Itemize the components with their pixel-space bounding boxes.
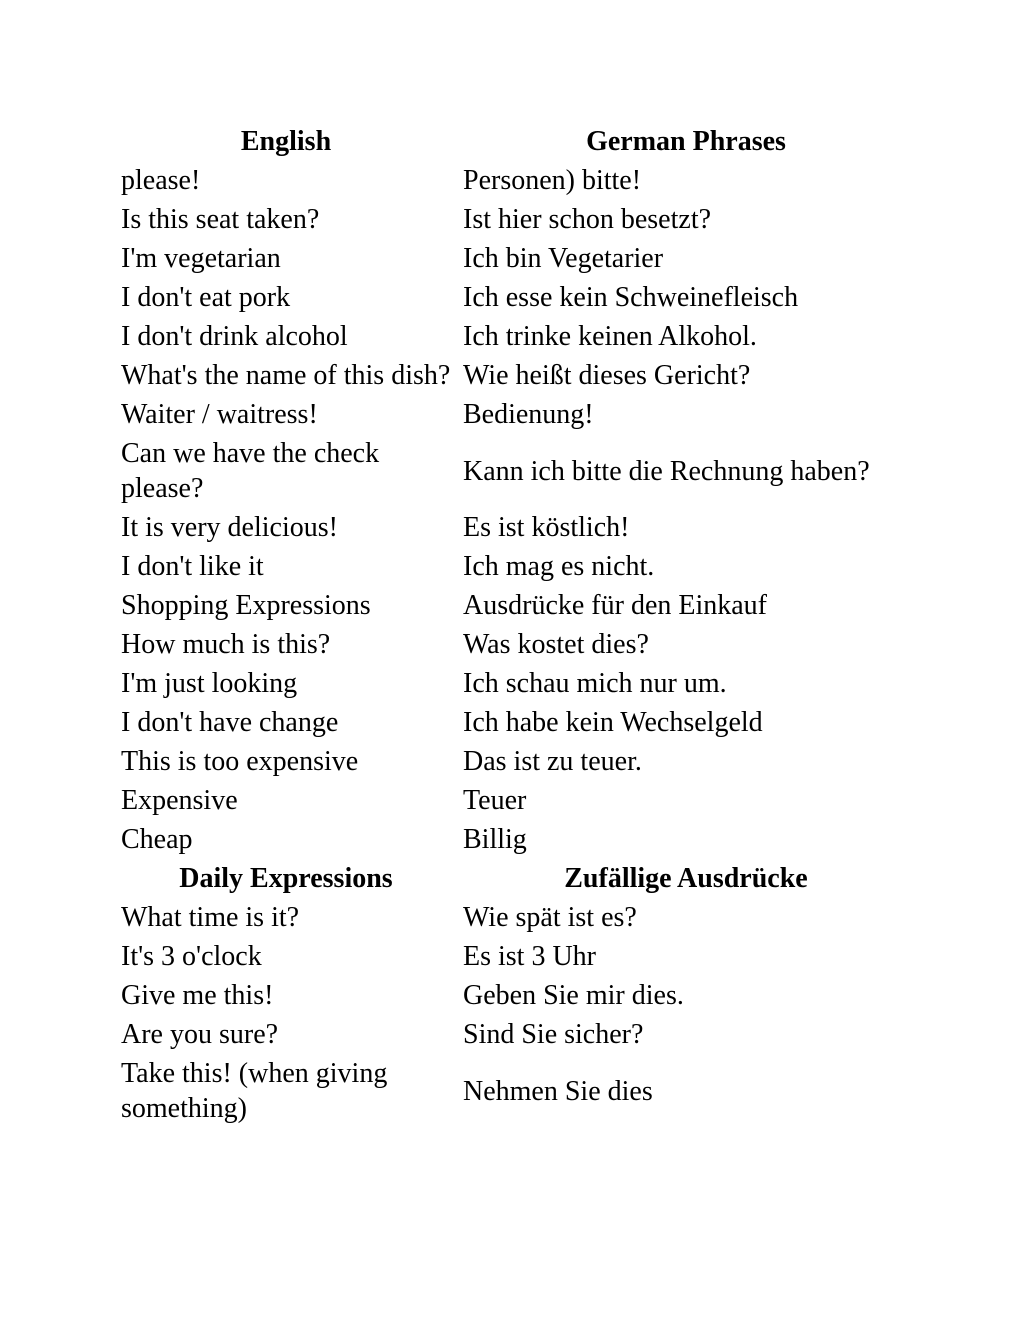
english-phrase: What time is it? bbox=[121, 902, 300, 933]
phrase-row bbox=[115, 625, 915, 664]
phrase-row bbox=[115, 937, 915, 976]
english-phrase: I don't have change bbox=[121, 707, 339, 738]
phrase-row bbox=[115, 161, 915, 200]
german-phrase: Ich mag es nicht. bbox=[463, 551, 655, 582]
english-phrase: It is very delicious! bbox=[121, 512, 338, 543]
german-phrase: Ich bin Vegetarier bbox=[463, 243, 664, 274]
english-phrase: Waiter / waitress! bbox=[121, 399, 318, 430]
english-phrase: please! bbox=[121, 165, 201, 196]
phrase-table bbox=[115, 122, 915, 1128]
phrase-row bbox=[115, 508, 915, 547]
german-phrase: Ist hier schon besetzt? bbox=[463, 204, 712, 235]
english-phrase: Take this! (when giving something) bbox=[121, 1058, 388, 1124]
german-phrase: Geben Sie mir dies. bbox=[463, 980, 684, 1011]
german-phrase: Sind Sie sicher? bbox=[463, 1019, 644, 1050]
german-header: German Phrases bbox=[586, 126, 786, 157]
german-header: Zufällige Ausdrücke bbox=[564, 863, 808, 894]
german-phrase: Ausdrücke für den Einkauf bbox=[463, 590, 768, 621]
german-phrase: Kann ich bitte die Rechnung haben? bbox=[463, 455, 870, 487]
german-phrase: Es ist 3 Uhr bbox=[463, 941, 596, 972]
german-phrase: Wie heißt dieses Gericht? bbox=[463, 360, 751, 391]
german-phrase: Bedienung! bbox=[463, 399, 594, 430]
phrase-row bbox=[115, 664, 915, 703]
german-phrase: Nehmen Sie dies bbox=[463, 1075, 653, 1107]
phrase-row bbox=[115, 200, 915, 239]
phrase-row bbox=[115, 781, 915, 820]
german-phrase: Ich esse kein Schweinefleisch bbox=[463, 282, 799, 313]
phrase-row bbox=[115, 1054, 915, 1128]
section-header-row bbox=[115, 122, 915, 161]
english-phrase: This is too expensive bbox=[121, 746, 359, 777]
phrase-row bbox=[115, 278, 915, 317]
german-phrase: Ich habe kein Wechselgeld bbox=[463, 707, 763, 738]
phrase-row bbox=[115, 898, 915, 937]
phrase-row bbox=[115, 434, 915, 508]
phrase-row bbox=[115, 317, 915, 356]
phrase-row bbox=[115, 547, 915, 586]
german-phrase: Billig bbox=[463, 824, 527, 855]
phrase-row bbox=[115, 1015, 915, 1054]
english-phrase: What's the name of this dish? bbox=[121, 360, 451, 391]
english-header: English bbox=[240, 126, 332, 157]
english-header: Daily Expressions bbox=[179, 863, 393, 894]
english-phrase: I don't eat pork bbox=[121, 282, 291, 313]
german-phrase: Ich trinke keinen Alkohol. bbox=[463, 321, 757, 352]
phrase-row bbox=[115, 703, 915, 742]
phrase-row bbox=[115, 586, 915, 625]
phrase-row bbox=[115, 239, 915, 278]
english-phrase: Cheap bbox=[121, 824, 193, 855]
phrase-row bbox=[115, 976, 915, 1015]
english-phrase: Expensive bbox=[121, 785, 238, 816]
english-phrase: I don't like it bbox=[121, 551, 264, 582]
english-phrase: Shopping Expressions bbox=[121, 590, 371, 621]
english-phrase: Are you sure? bbox=[121, 1019, 279, 1050]
english-phrase: It's 3 o'clock bbox=[121, 941, 262, 972]
english-phrase: Give me this! bbox=[121, 980, 274, 1011]
phrase-row bbox=[115, 356, 915, 395]
english-phrase: I'm just looking bbox=[121, 668, 298, 699]
german-phrase: Personen) bitte! bbox=[463, 165, 642, 196]
german-phrase: Das ist zu teuer. bbox=[463, 746, 642, 777]
english-phrase: Can we have the check please? bbox=[121, 438, 380, 504]
section-header-row bbox=[115, 859, 915, 898]
german-phrase: Was kostet dies? bbox=[463, 629, 649, 660]
english-phrase: How much is this? bbox=[121, 629, 331, 660]
phrase-row bbox=[115, 395, 915, 434]
german-phrase: Wie spät ist es? bbox=[463, 902, 637, 933]
phrase-table-body bbox=[115, 122, 915, 1128]
german-phrase: Es ist köstlich! bbox=[463, 512, 630, 543]
german-phrase: Ich schau mich nur um. bbox=[463, 668, 727, 699]
phrase-row bbox=[115, 820, 915, 859]
english-phrase: Is this seat taken? bbox=[121, 204, 320, 235]
english-phrase: I'm vegetarian bbox=[121, 243, 281, 274]
phrase-row bbox=[115, 742, 915, 781]
german-phrase: Teuer bbox=[463, 785, 527, 816]
english-phrase: I don't drink alcohol bbox=[121, 321, 348, 352]
